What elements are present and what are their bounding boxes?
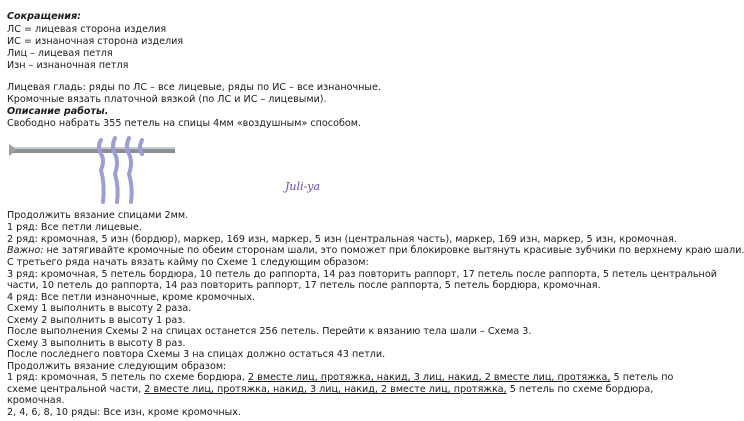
- row-3-line-a: 3 ряд: кромочная, 5 петель бордюра, 10 петель до раппорта, 14 раз повторить раппорт, 17 петель после раппорта, 5 петель центральной: [7, 269, 717, 280]
- abbrev-izn: Изн – изнаночная петля: [7, 60, 129, 71]
- watermark-signature: Juli-ya: [285, 180, 321, 193]
- important-label: Важно:: [7, 245, 44, 256]
- final-row-1-line-a: [7, 372, 673, 383]
- scheme-2-repeat: Схему 2 выполнить в высоту 1 раз.: [7, 315, 186, 326]
- final-row-1-pattern-1: 2 вместе лиц, протяжка, накид, 3 лиц, накид, 2 вместе лиц, протяжка,: [248, 372, 611, 383]
- final-row-1-pattern-2: 2 вместе лиц, протяжка, накид, 3 лиц, накид, 2 вместе лиц, протяжка,: [144, 384, 507, 395]
- abbrev-is: ИС = изнаночная сторона изделия: [7, 36, 184, 47]
- final-row-1-start: 1 ряд: кромочная, 5 петель по схеме бордюра,: [7, 372, 249, 383]
- important-text: не затягивайте кромочные по обеим сторонам шали, это поможет при блокировке вытянуть красивые зубчики по верхнему краю шали.: [43, 245, 744, 256]
- row-1: 1 ряд: Все петли лицевые.: [7, 222, 142, 233]
- row-2: 2 ряд: кромочная, 5 изн (бордюр), маркер, 169 изн, маркер, 5 изн (центральная часть), маркер, 169 изн, маркер, 5 изн, кромочная.: [7, 234, 677, 245]
- row-4: 4 ряд: Все петли изнаночные, кроме кромочных.: [7, 292, 256, 303]
- row-3-intro: С третьего ряда начать вязать кайму по Схеме 1 следующим образом:: [7, 257, 369, 268]
- after-scheme-2: После выполнения Схемы 2 на спицах останется 256 петель. Перейти к вязанию тела шали – Схема 3.: [7, 326, 532, 337]
- knitting-needle-photo: [9, 130, 175, 204]
- final-row-1-line-c: кромочная.: [7, 395, 65, 406]
- scheme-1-repeat: Схему 1 выполнить в высоту 2 раза.: [7, 303, 192, 314]
- final-row-1-center: схеме центральной части,: [7, 384, 145, 395]
- abbrev-lits: Лиц – лицевая петля: [7, 48, 113, 59]
- stitch-kromochnye: Кромочные вязать платочной вязкой (по ЛС и ИС – лицевыми).: [7, 94, 327, 105]
- final-row-1-cont: 5 петель по: [610, 372, 674, 383]
- final-row-1-line-b: [7, 384, 653, 395]
- abbrev-ls: ЛС = лицевая сторона изделия: [7, 24, 167, 35]
- work-heading: Описание работы.: [7, 106, 109, 117]
- abbreviations-heading: Сокращения:: [7, 11, 81, 22]
- stitch-gladj: Лицевая гладь: ряды по ЛС – все лицевые, ряды по ИС – все изнаночные.: [7, 82, 381, 93]
- even-rows: 2, 4, 6, 8, 10 ряды: Все изн, кроме кромочных.: [7, 407, 241, 418]
- row-3-line-b: части, 10 петель до раппорта, 14 раз повторить раппорт, 17 петель после раппорта, 5 петель бордюра, кромочная.: [7, 280, 601, 291]
- continue-2mm: Продолжить вязание спицами 2мм.: [7, 210, 189, 221]
- cast-on-text: Свободно набрать 355 петель на спицы 4мм «воздушным» способом.: [7, 118, 362, 129]
- important-note: [7, 245, 744, 256]
- after-scheme-3: После последнего повтора Схемы 3 на спицах должно остаться 43 петли.: [7, 349, 386, 360]
- final-row-1-end: 5 петель по схеме бордюра,: [506, 384, 654, 395]
- scheme-3-repeat: Схему 3 выполнить в высоту 8 раз.: [7, 338, 186, 349]
- continue-next: Продолжить вязание следующим образом:: [7, 361, 227, 372]
